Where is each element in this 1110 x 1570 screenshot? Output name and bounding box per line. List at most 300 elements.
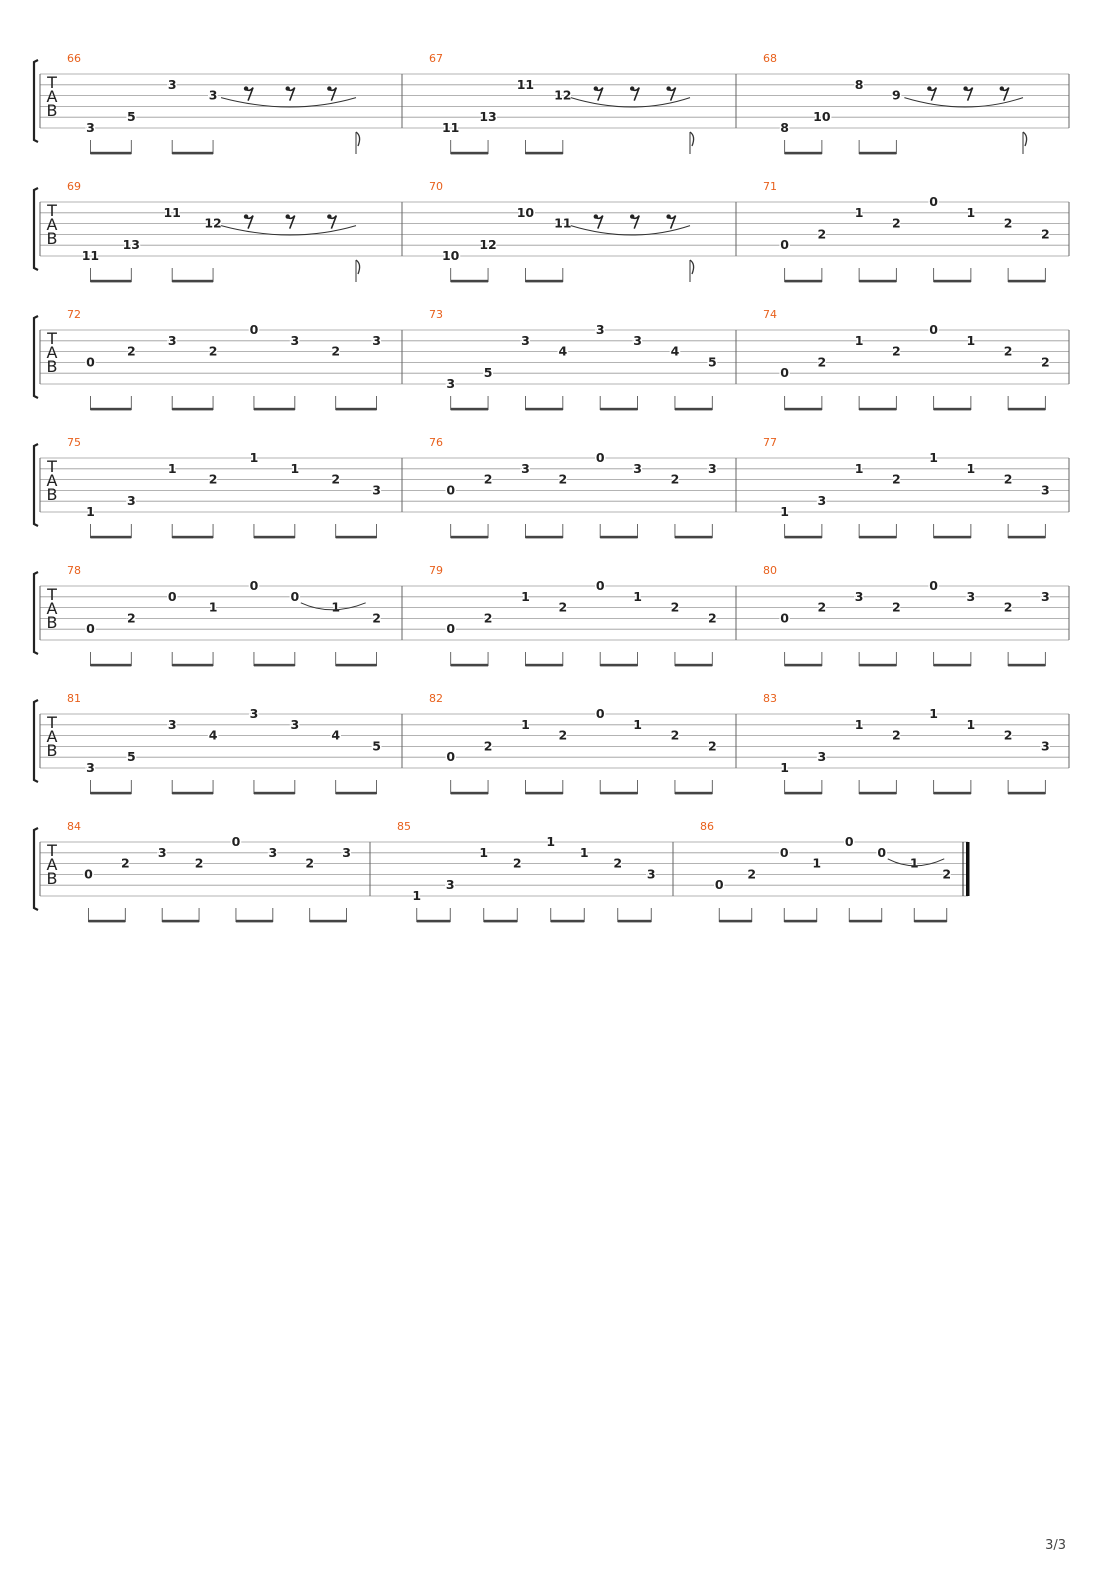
fret-number: 4 xyxy=(670,343,680,359)
beam xyxy=(525,792,562,795)
fret-number: 10 xyxy=(441,248,460,263)
eighth-rest-dot xyxy=(244,214,248,218)
fret-number: 0 xyxy=(780,610,789,626)
fret-number: 0 xyxy=(929,322,938,337)
fret-number: 2 xyxy=(1003,471,1013,487)
eighth-rest-dot xyxy=(286,86,290,90)
fret-number: 1 xyxy=(966,332,976,348)
fret-number: 1 xyxy=(412,888,422,903)
fret-number: 3 xyxy=(633,460,642,476)
tab-clef-letter: A xyxy=(46,599,58,618)
fret-number: 3 xyxy=(268,844,278,860)
beam xyxy=(525,408,562,411)
tab-system xyxy=(34,820,970,922)
fret-number: 2 xyxy=(707,738,717,754)
fret-number: 1 xyxy=(812,855,822,871)
beam xyxy=(859,664,896,667)
fret-number: 0 xyxy=(167,588,177,604)
fret-number: 3 xyxy=(1041,738,1050,754)
beam xyxy=(551,920,585,923)
measure-number: 82 xyxy=(429,692,443,705)
tie-arc xyxy=(571,226,690,235)
fret-number: 2 xyxy=(483,610,493,626)
fret-number: 2 xyxy=(892,727,901,743)
fret-number: 3 xyxy=(633,332,642,348)
fret-number: 0 xyxy=(86,354,95,370)
system-bracket xyxy=(34,444,38,526)
fret-number: 3 xyxy=(372,332,381,348)
fret-number: 1 xyxy=(290,460,300,476)
fret-number: 0 xyxy=(446,482,456,498)
tab-clef-letter: B xyxy=(46,229,58,248)
fret-number: 2 xyxy=(558,727,568,743)
fret-number: 2 xyxy=(892,471,901,487)
fret-number: 2 xyxy=(1003,343,1013,359)
fret-number: 3 xyxy=(521,460,530,476)
measure-86 xyxy=(700,820,951,922)
fret-number: 3 xyxy=(854,588,864,604)
note-flag xyxy=(1023,132,1027,146)
measure-74 xyxy=(763,308,1050,410)
fret-number: 0 xyxy=(780,365,789,381)
beam xyxy=(600,408,637,411)
fret-number: 2 xyxy=(670,471,680,487)
beam xyxy=(859,536,896,539)
measure-75 xyxy=(67,436,381,538)
fret-number: 2 xyxy=(892,343,901,359)
measure-79 xyxy=(429,564,717,666)
beam xyxy=(254,536,295,539)
beam xyxy=(525,664,562,667)
tab-clef-letter: A xyxy=(46,215,58,234)
fret-number: 3 xyxy=(1041,482,1050,498)
tab-clef-letter: B xyxy=(46,101,58,120)
page-number: 3/3 xyxy=(1045,1538,1066,1553)
beam xyxy=(934,280,971,283)
measure-number: 72 xyxy=(67,308,81,321)
measure-number: 80 xyxy=(763,564,777,577)
beam xyxy=(600,792,637,795)
tab-clef-letter: B xyxy=(46,357,58,376)
fret-number: 0 xyxy=(929,194,938,209)
eighth-rest-dot xyxy=(630,86,634,90)
fret-number: 4 xyxy=(558,343,568,359)
tab-clef-letter: A xyxy=(46,87,58,106)
fret-number: 2 xyxy=(892,215,901,231)
eighth-rest-dot xyxy=(630,214,634,218)
beam xyxy=(451,280,488,283)
fret-number: 0 xyxy=(290,588,300,604)
tab-clef-letter: A xyxy=(46,343,58,362)
fret-number: 2 xyxy=(208,471,218,487)
tab-system xyxy=(34,436,1069,538)
fret-number: 2 xyxy=(194,855,204,871)
beam xyxy=(675,664,712,667)
fret-number: 12 xyxy=(479,237,497,253)
beam xyxy=(600,536,637,539)
fret-number: 1 xyxy=(633,588,642,604)
fret-number: 1 xyxy=(780,504,789,519)
fret-number: 12 xyxy=(204,215,222,231)
fret-number: 0 xyxy=(249,578,259,593)
fret-number: 0 xyxy=(780,237,789,253)
beam xyxy=(236,920,273,923)
fret-number: 2 xyxy=(1003,727,1013,743)
fret-number: 2 xyxy=(747,866,757,882)
fret-number: 2 xyxy=(208,343,218,359)
fret-number: 3 xyxy=(126,493,136,509)
beam xyxy=(451,152,488,155)
measure-number: 69 xyxy=(67,180,81,193)
beam xyxy=(785,792,822,795)
beam xyxy=(172,792,213,795)
beam xyxy=(785,664,822,667)
fret-number: 2 xyxy=(613,855,623,871)
beam xyxy=(1008,664,1045,667)
measure-number: 67 xyxy=(429,52,443,65)
beam xyxy=(90,280,131,283)
fret-number: 3 xyxy=(707,460,717,476)
tab-clef-letter: A xyxy=(46,471,58,490)
fret-number: 1 xyxy=(479,844,489,860)
fret-number: 12 xyxy=(554,87,572,103)
measure-81 xyxy=(67,692,381,794)
beam xyxy=(88,920,125,923)
beam xyxy=(90,792,131,795)
tab-clef-letter: A xyxy=(46,727,58,746)
note-flag xyxy=(356,260,360,274)
fret-number: 0 xyxy=(595,578,605,593)
beam xyxy=(451,664,488,667)
tab-clef-letter: T xyxy=(47,73,57,92)
beam xyxy=(310,920,347,923)
beam xyxy=(336,792,377,795)
measure-number: 75 xyxy=(67,436,81,449)
measure-number: 77 xyxy=(763,436,777,449)
eighth-rest-dot xyxy=(244,86,248,90)
fret-number: 3 xyxy=(290,716,300,732)
eighth-rest-dot xyxy=(286,214,290,218)
beam xyxy=(162,920,199,923)
tab-clef-letter: T xyxy=(47,457,57,476)
tie-arc xyxy=(221,98,356,107)
beam xyxy=(914,920,947,923)
measure-67 xyxy=(429,52,694,154)
tie-arc xyxy=(571,98,690,107)
fret-number: 1 xyxy=(966,716,976,732)
final-barline-thick xyxy=(966,842,970,896)
measure-73 xyxy=(429,308,717,410)
beam xyxy=(172,408,213,411)
measure-82 xyxy=(429,692,717,794)
beam xyxy=(675,536,712,539)
beam xyxy=(785,152,822,155)
beam xyxy=(90,664,131,667)
fret-number: 4 xyxy=(331,727,341,743)
beam xyxy=(451,408,488,411)
fret-number: 2 xyxy=(558,471,568,487)
fret-number: 1 xyxy=(929,450,938,465)
fret-number: 3 xyxy=(445,877,455,893)
beam xyxy=(849,920,882,923)
beam xyxy=(451,792,488,795)
fret-number: 4 xyxy=(208,727,218,743)
beam xyxy=(336,664,377,667)
beam xyxy=(484,920,518,923)
fret-number: 5 xyxy=(483,365,493,381)
fret-number: 0 xyxy=(86,621,95,637)
fret-number: 3 xyxy=(817,749,827,765)
measure-number: 76 xyxy=(429,436,443,449)
fret-number: 3 xyxy=(1041,588,1050,604)
eighth-rest-dot xyxy=(327,214,331,218)
fret-number: 11 xyxy=(441,120,460,135)
beam xyxy=(1008,408,1045,411)
beam xyxy=(859,792,896,795)
note-flag xyxy=(690,260,694,274)
fret-number: 3 xyxy=(595,322,605,337)
fret-number: 2 xyxy=(707,610,717,626)
fret-number: 0 xyxy=(446,749,456,765)
tab-clef-letter: B xyxy=(46,613,58,632)
measure-number: 79 xyxy=(429,564,443,577)
beam xyxy=(525,152,562,155)
tab-clef-letter: T xyxy=(47,841,57,860)
tab-system xyxy=(34,308,1069,410)
measure-83 xyxy=(763,692,1050,794)
eighth-rest-dot xyxy=(963,86,967,90)
beam xyxy=(785,280,822,283)
fret-number: 5 xyxy=(126,109,136,125)
beam xyxy=(618,920,652,923)
system-bracket xyxy=(34,60,38,142)
beam xyxy=(172,280,213,283)
measure-number: 84 xyxy=(67,820,81,833)
fret-number: 2 xyxy=(305,855,315,871)
fret-number: 2 xyxy=(483,471,493,487)
eighth-rest-dot xyxy=(327,86,331,90)
beam xyxy=(1008,280,1045,283)
fret-number: 2 xyxy=(331,343,341,359)
measure-78 xyxy=(67,564,381,666)
fret-number: 2 xyxy=(670,599,680,615)
tie-arc xyxy=(221,226,356,235)
beam xyxy=(525,536,562,539)
tab-clef-letter: T xyxy=(47,329,57,348)
tab-system xyxy=(34,564,1069,666)
fret-number: 3 xyxy=(167,716,177,732)
beam xyxy=(784,920,817,923)
fret-number: 1 xyxy=(854,460,864,476)
beam xyxy=(934,536,971,539)
measure-number: 71 xyxy=(763,180,777,193)
beam xyxy=(934,792,971,795)
beam xyxy=(785,536,822,539)
beam xyxy=(90,408,131,411)
system-bracket xyxy=(34,700,38,782)
measure-number: 78 xyxy=(67,564,81,577)
fret-number: 1 xyxy=(854,716,864,732)
measure-number: 73 xyxy=(429,308,443,321)
fret-number: 5 xyxy=(372,738,381,754)
fret-number: 2 xyxy=(1003,599,1013,615)
fret-number: 3 xyxy=(86,760,95,775)
fret-number: 3 xyxy=(157,844,167,860)
fret-number: 1 xyxy=(909,855,919,871)
measure-number: 81 xyxy=(67,692,81,705)
fret-number: 10 xyxy=(516,204,535,220)
fret-number: 5 xyxy=(707,354,717,370)
tab-clef-letter: B xyxy=(46,485,58,504)
fret-number: 1 xyxy=(546,834,556,849)
fret-number: 3 xyxy=(290,332,300,348)
note-flag xyxy=(690,132,694,146)
fret-number: 0 xyxy=(249,322,259,337)
tab-clef-letter: B xyxy=(46,741,58,760)
fret-number: 2 xyxy=(1041,226,1050,242)
fret-number: 0 xyxy=(595,450,605,465)
fret-number: 1 xyxy=(167,460,177,476)
measure-80 xyxy=(763,564,1050,666)
fret-number: 0 xyxy=(714,877,724,893)
fret-number: 2 xyxy=(126,610,136,626)
tab-system xyxy=(34,692,1069,794)
eighth-rest-dot xyxy=(666,86,670,90)
fret-number: 2 xyxy=(817,226,827,242)
fret-number: 1 xyxy=(249,450,259,465)
beam xyxy=(785,408,822,411)
tab-system xyxy=(34,52,1069,154)
beam xyxy=(90,536,131,539)
fret-number: 1 xyxy=(780,760,789,775)
fret-number: 0 xyxy=(84,866,93,882)
tab-clef-letter: A xyxy=(46,855,58,874)
fret-number: 8 xyxy=(780,120,789,135)
fret-number: 2 xyxy=(331,471,341,487)
fret-number: 13 xyxy=(479,109,497,125)
measure-number: 68 xyxy=(763,52,777,65)
measure-number: 70 xyxy=(429,180,443,193)
fret-number: 1 xyxy=(966,204,976,220)
beam xyxy=(1008,536,1045,539)
eighth-rest-dot xyxy=(594,214,598,218)
fret-number: 3 xyxy=(86,120,95,135)
fret-number: 11 xyxy=(81,248,100,263)
beam xyxy=(336,408,377,411)
beam xyxy=(254,664,295,667)
eighth-rest-dot xyxy=(594,86,598,90)
fret-number: 1 xyxy=(633,716,642,732)
fret-number: 1 xyxy=(521,588,530,604)
measure-number: 85 xyxy=(397,820,411,833)
measure-69 xyxy=(67,180,360,282)
tab-system xyxy=(34,180,1069,282)
fret-number: 3 xyxy=(208,87,218,103)
fret-number: 2 xyxy=(372,610,381,626)
fret-number: 0 xyxy=(446,621,456,637)
fret-number: 1 xyxy=(208,599,218,615)
beam xyxy=(336,536,377,539)
fret-number: 13 xyxy=(122,237,141,253)
fret-number: 11 xyxy=(554,215,572,231)
fret-number: 0 xyxy=(595,706,605,721)
fret-number: 2 xyxy=(942,866,952,882)
fret-number: 1 xyxy=(331,599,341,615)
fret-number: 11 xyxy=(163,204,181,220)
beam xyxy=(675,792,712,795)
measure-71 xyxy=(763,180,1050,282)
beam xyxy=(934,408,971,411)
fret-number: 2 xyxy=(817,599,827,615)
beam xyxy=(254,408,295,411)
beam xyxy=(600,664,637,667)
tab-clef-letter: T xyxy=(47,585,57,604)
measure-85 xyxy=(397,820,656,922)
beam xyxy=(451,536,488,539)
fret-number: 1 xyxy=(966,460,976,476)
tab-clef-letter: B xyxy=(46,869,58,888)
fret-number: 1 xyxy=(86,504,95,519)
fret-number: 2 xyxy=(892,599,901,615)
fret-number: 8 xyxy=(854,76,864,92)
fret-number: 3 xyxy=(372,482,381,498)
measure-70 xyxy=(429,180,694,282)
fret-number: 2 xyxy=(670,727,680,743)
measure-77 xyxy=(763,436,1050,538)
beam xyxy=(859,408,896,411)
beam xyxy=(254,792,295,795)
eighth-rest-dot xyxy=(666,214,670,218)
measure-number: 86 xyxy=(700,820,714,833)
measure-number: 66 xyxy=(67,52,81,65)
fret-number: 1 xyxy=(579,844,589,860)
fret-number: 1 xyxy=(854,332,864,348)
note-flag xyxy=(356,132,360,146)
fret-number: 0 xyxy=(877,844,887,860)
fret-number: 3 xyxy=(817,493,827,509)
fret-number: 1 xyxy=(929,706,938,721)
fret-number: 2 xyxy=(126,343,136,359)
fret-number: 0 xyxy=(929,578,938,593)
fret-number: 3 xyxy=(521,332,530,348)
fret-number: 2 xyxy=(120,855,130,871)
fret-number: 2 xyxy=(817,354,827,370)
beam xyxy=(719,920,752,923)
fret-number: 3 xyxy=(446,376,456,391)
measure-72 xyxy=(67,308,381,410)
tab-clef-letter: T xyxy=(47,201,57,220)
tab-clef-letter: T xyxy=(47,713,57,732)
fret-number: 2 xyxy=(512,855,522,871)
beam xyxy=(525,280,562,283)
fret-number: 3 xyxy=(167,332,177,348)
beam xyxy=(859,152,896,155)
fret-number: 10 xyxy=(813,109,831,125)
beam xyxy=(417,920,451,923)
fret-number: 2 xyxy=(558,599,568,615)
measure-76 xyxy=(429,436,717,538)
fret-number: 11 xyxy=(516,76,535,92)
beam xyxy=(90,152,131,155)
eighth-rest-dot xyxy=(927,86,931,90)
measure-number: 74 xyxy=(763,308,777,321)
measure-84 xyxy=(67,820,351,922)
fret-number: 2 xyxy=(1041,354,1050,370)
fret-number: 1 xyxy=(854,204,864,220)
system-bracket xyxy=(34,316,38,398)
fret-number: 3 xyxy=(342,844,351,860)
system-bracket xyxy=(34,572,38,654)
